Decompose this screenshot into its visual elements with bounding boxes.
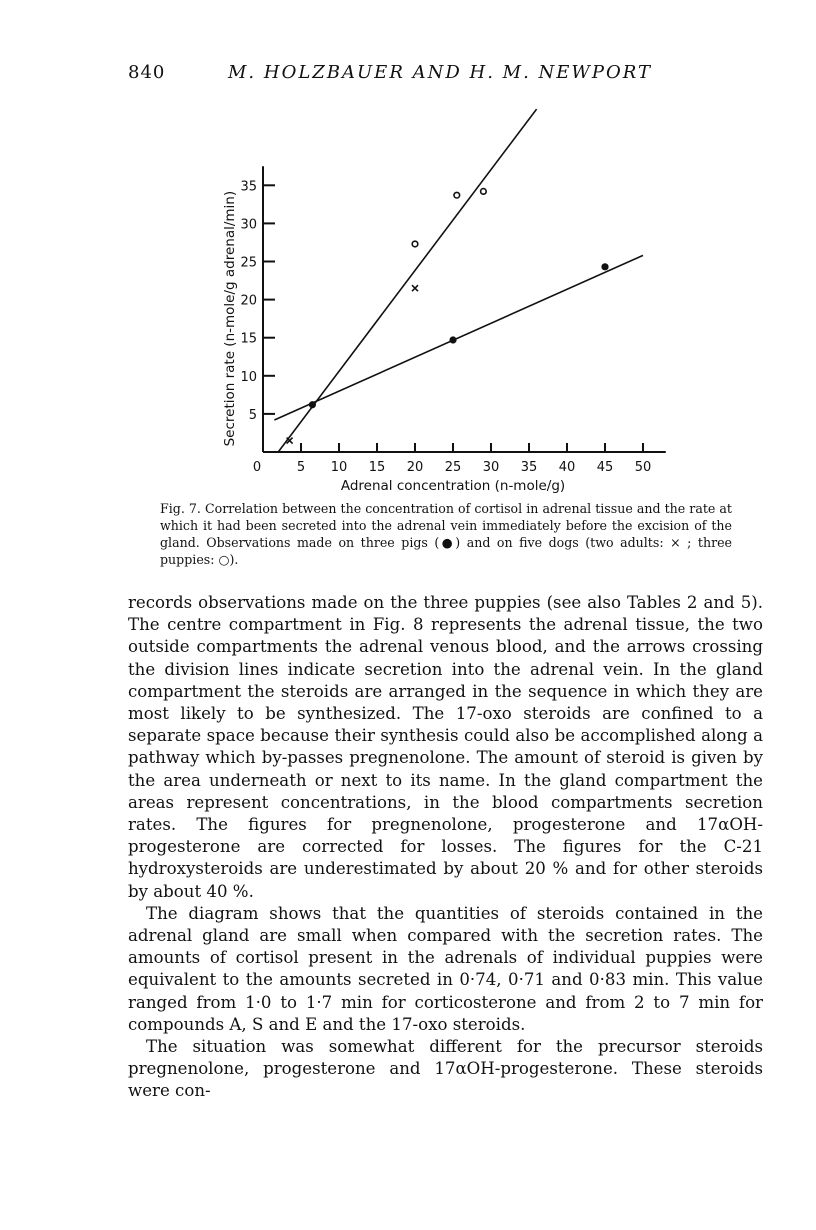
x-tick-label: 20 (406, 460, 424, 475)
pig-point (601, 263, 608, 270)
x-tick-label: 35 (520, 460, 538, 475)
figure-7-chart (200, 100, 680, 500)
paragraph-3: The situation was somewhat different for the precursor steroids pregnenolone, progesterone and 17αOH-progesterone. These steroids were con- (128, 1037, 763, 1101)
paragraph-1: records observations made on the three puppies (see also Tables 2 and 5). The centre compartment in Fig. 8 represents the adrenal tissue, the two outside compartments the adrenal venous blood, and the arrows crossing the division lines indicate secretion into the adrenal vein. In the gland compartment the steroids are arranged in the sequence in which they are most likely to be synthesized. The 17-oxo steroids are confined to a separate space because their synthesis could also be accomplished along a pathway which by-passes pregnenolone. The amount of steroid is given by the area underneath or next to its name. In the gland compartment the areas represent concentrations, in the blood compartments secretion rates. The figures for pregnenolone, progesterone and 17αOH-progesterone are corrected for losses. The figures for the C-21 hydroxysteroids are underestimated by about 20 % and for other steroids by about 40 %. (128, 593, 763, 901)
y-tick-label: 10 (240, 369, 257, 385)
regression-lines (274, 109, 643, 452)
paragraph-2: The diagram shows that the quantities of steroids contained in the adrenal gland are small when compared with the secretion rates. The amounts of cortisol present in the adrenals of individual puppies were equivalent to the amounts secreted in 0·74, 0·71 and 0·83 min. This value ranged from 1·0 to 1·7 min for corticosterone and from 2 to 7 min for compounds A, S and E and the 17-oxo steroids. (128, 903, 763, 1034)
body-text (128, 592, 763, 1103)
x-tick-label: 45 (596, 460, 614, 475)
figure-caption (160, 500, 732, 568)
page-header (128, 62, 688, 88)
x-tick-label: 40 (558, 460, 576, 475)
puppy-point (454, 192, 460, 198)
puppy-point (412, 241, 418, 247)
y-tick-label: 20 (240, 293, 257, 309)
caption-text: Correlation between the concentration of cortisol in adrenal tissue and the rate at which it had been secreted into the adrenal vein immediately before the excision of the gland. Observations made on three pigs (●) and on five dogs (two adults: × ; three puppies: ○). (160, 501, 732, 567)
page-number: 840 (128, 62, 166, 83)
x-tick-label: 5 (296, 460, 306, 475)
pig-point (309, 401, 316, 408)
x-tick-label: 10 (330, 460, 348, 475)
y-axis-label: Secretion rate (n-mole/g adrenal/min) (222, 190, 238, 447)
y-tick-label: 25 (240, 255, 257, 271)
pig-point (449, 336, 456, 343)
x-tick-label: 0 (252, 460, 262, 475)
x-axis-label: Adrenal concentration (n-mole/g) (340, 478, 566, 494)
x-tick-label: 30 (482, 460, 500, 475)
x-tick-label: 25 (444, 460, 462, 475)
y-tick-label: 5 (248, 407, 257, 423)
running-title: M. HOLZBAUER AND H. M. NEWPORT (228, 62, 653, 83)
x-tick-label: 15 (368, 460, 386, 475)
puppy-point (481, 189, 487, 195)
adult-dog-point (412, 285, 418, 291)
caption-label: Fig. 7. (160, 501, 201, 516)
pigs-fit-line (274, 255, 643, 420)
y-tick-label: 15 (240, 331, 257, 347)
axis-labels (222, 179, 651, 494)
x-tick-label: 50 (634, 460, 652, 475)
y-tick-label: 30 (240, 217, 257, 233)
y-tick-label: 35 (240, 179, 257, 195)
chart-axes (263, 166, 666, 452)
